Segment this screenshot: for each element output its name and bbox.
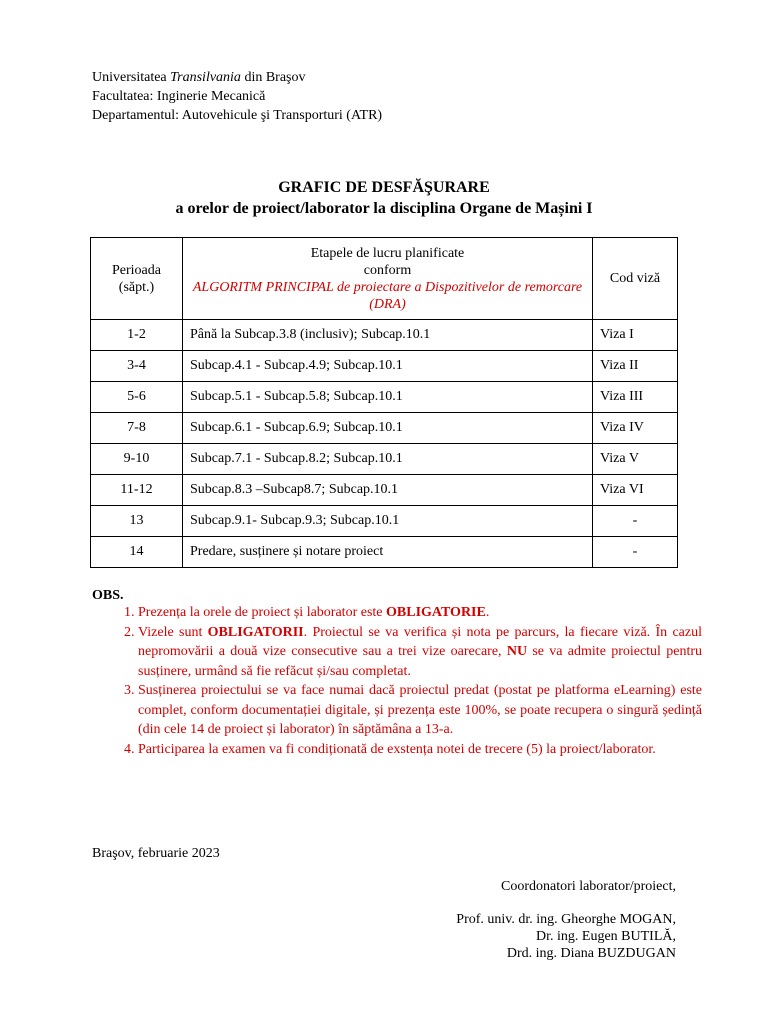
table-row: [91, 444, 678, 475]
university-name-italic: Transilvania: [170, 70, 241, 85]
department-line: Departamentul: Autovehicule şi Transporturi (ATR): [92, 108, 383, 123]
place-date: Braşov, februarie 2023: [92, 846, 220, 861]
cell-stage: Predare, susținere și notare proiect: [183, 537, 593, 568]
cell-stage: Subcap.8.3 –Subcap8.7; Subcap.10.1: [183, 475, 593, 506]
table-row: [91, 475, 678, 506]
list-item: 3. Susținerea proiectului se va face numai dacă proiectul predat (postat pe platforma eLearning) este complet, conform documentației digitale, și prezența este 100%, se poate recupera o singură ședință (din cele 14 de proiect și laborator) în săptămâna a 13-a.: [138, 681, 702, 740]
schedule-table: [90, 237, 678, 568]
table-row: [91, 506, 678, 537]
cell-code: Viza IV: [593, 413, 678, 444]
cell-code: Viza V: [593, 444, 678, 475]
cell-stage: Până la Subcap.3.8 (inclusiv); Subcap.10.1: [183, 320, 593, 351]
observations-list: [112, 603, 702, 759]
header-stages: Etapele de lucru planificate conform ALGORITM PRINCIPAL de proiectare a Dispozitivelor de remorcare (DRA): [183, 238, 593, 320]
faculty-line: Facultatea: Inginerie Mecanică: [92, 89, 266, 104]
table-row: [91, 382, 678, 413]
signatories: [456, 911, 676, 962]
list-item: 4. Participarea la examen va fi condiționată de exstența notei de trecere (5) la proiect/laborator.: [138, 740, 702, 760]
cell-period: 14: [91, 537, 183, 568]
algorithm-reference: ALGORITM PRINCIPAL de proiectare a Dispozitivelor de remorcare (DRA): [192, 279, 583, 312]
title-main: GRAFIC DE DESFĂŞURARE: [278, 179, 490, 196]
cell-code: Viza VI: [593, 475, 678, 506]
signer-name: Dr. ing. Eugen BUTILĂ,: [536, 929, 676, 944]
signer-name: Drd. ing. Diana BUZDUGAN: [506, 946, 676, 961]
cell-period: 3-4: [91, 351, 183, 382]
coordinators-label: Coordonatori laborator/proiect,: [501, 879, 676, 894]
cell-stage: Subcap.4.1 - Subcap.4.9; Subcap.10.1: [183, 351, 593, 382]
cell-code: -: [593, 506, 678, 537]
cell-code: Viza I: [593, 320, 678, 351]
table-row: [91, 351, 678, 382]
cell-code: -: [593, 537, 678, 568]
table-row: [91, 537, 678, 568]
cell-period: 13: [91, 506, 183, 537]
cell-period: 5-6: [91, 382, 183, 413]
header-period: Perioada (săpt.): [91, 238, 183, 320]
table-row: [91, 413, 678, 444]
cell-period: 9-10: [91, 444, 183, 475]
list-item: 1. Prezența la orele de proiect și laborator este OBLIGATORIE.: [138, 603, 702, 623]
header-code: Cod viză: [593, 238, 678, 320]
institution-header: [92, 68, 382, 125]
cell-stage: Subcap.5.1 - Subcap.5.8; Subcap.10.1: [183, 382, 593, 413]
signer-name: Prof. univ. dr. ing. Gheorghe MOGAN,: [456, 912, 676, 927]
cell-code: Viza III: [593, 382, 678, 413]
document-title: [0, 177, 768, 219]
table-row: [91, 320, 678, 351]
university-line: Universitatea Transilvania din Braşov: [92, 70, 306, 85]
list-item: 2. Vizele sunt OBLIGATORII. Proiectul se va verifica și nota pe parcurs, la fiecare viză. În cazul nepromovării a două vize consecutive sau a trei vize oarecare, NU se va admite proiectul pentru susținere, urmând să fie refăcut și/sau completat.: [138, 623, 702, 682]
cell-code: Viza II: [593, 351, 678, 382]
table-header-row: [91, 238, 678, 320]
cell-period: 11-12: [91, 475, 183, 506]
cell-stage: Subcap.9.1- Subcap.9.3; Subcap.10.1: [183, 506, 593, 537]
cell-stage: Subcap.6.1 - Subcap.6.9; Subcap.10.1: [183, 413, 593, 444]
cell-period: 7-8: [91, 413, 183, 444]
title-sub: a orelor de proiect/laborator la disciplina Organe de Mașini I: [175, 200, 593, 217]
cell-stage: Subcap.7.1 - Subcap.8.2; Subcap.10.1: [183, 444, 593, 475]
cell-period: 1-2: [91, 320, 183, 351]
observations-label: OBS.: [92, 588, 124, 603]
